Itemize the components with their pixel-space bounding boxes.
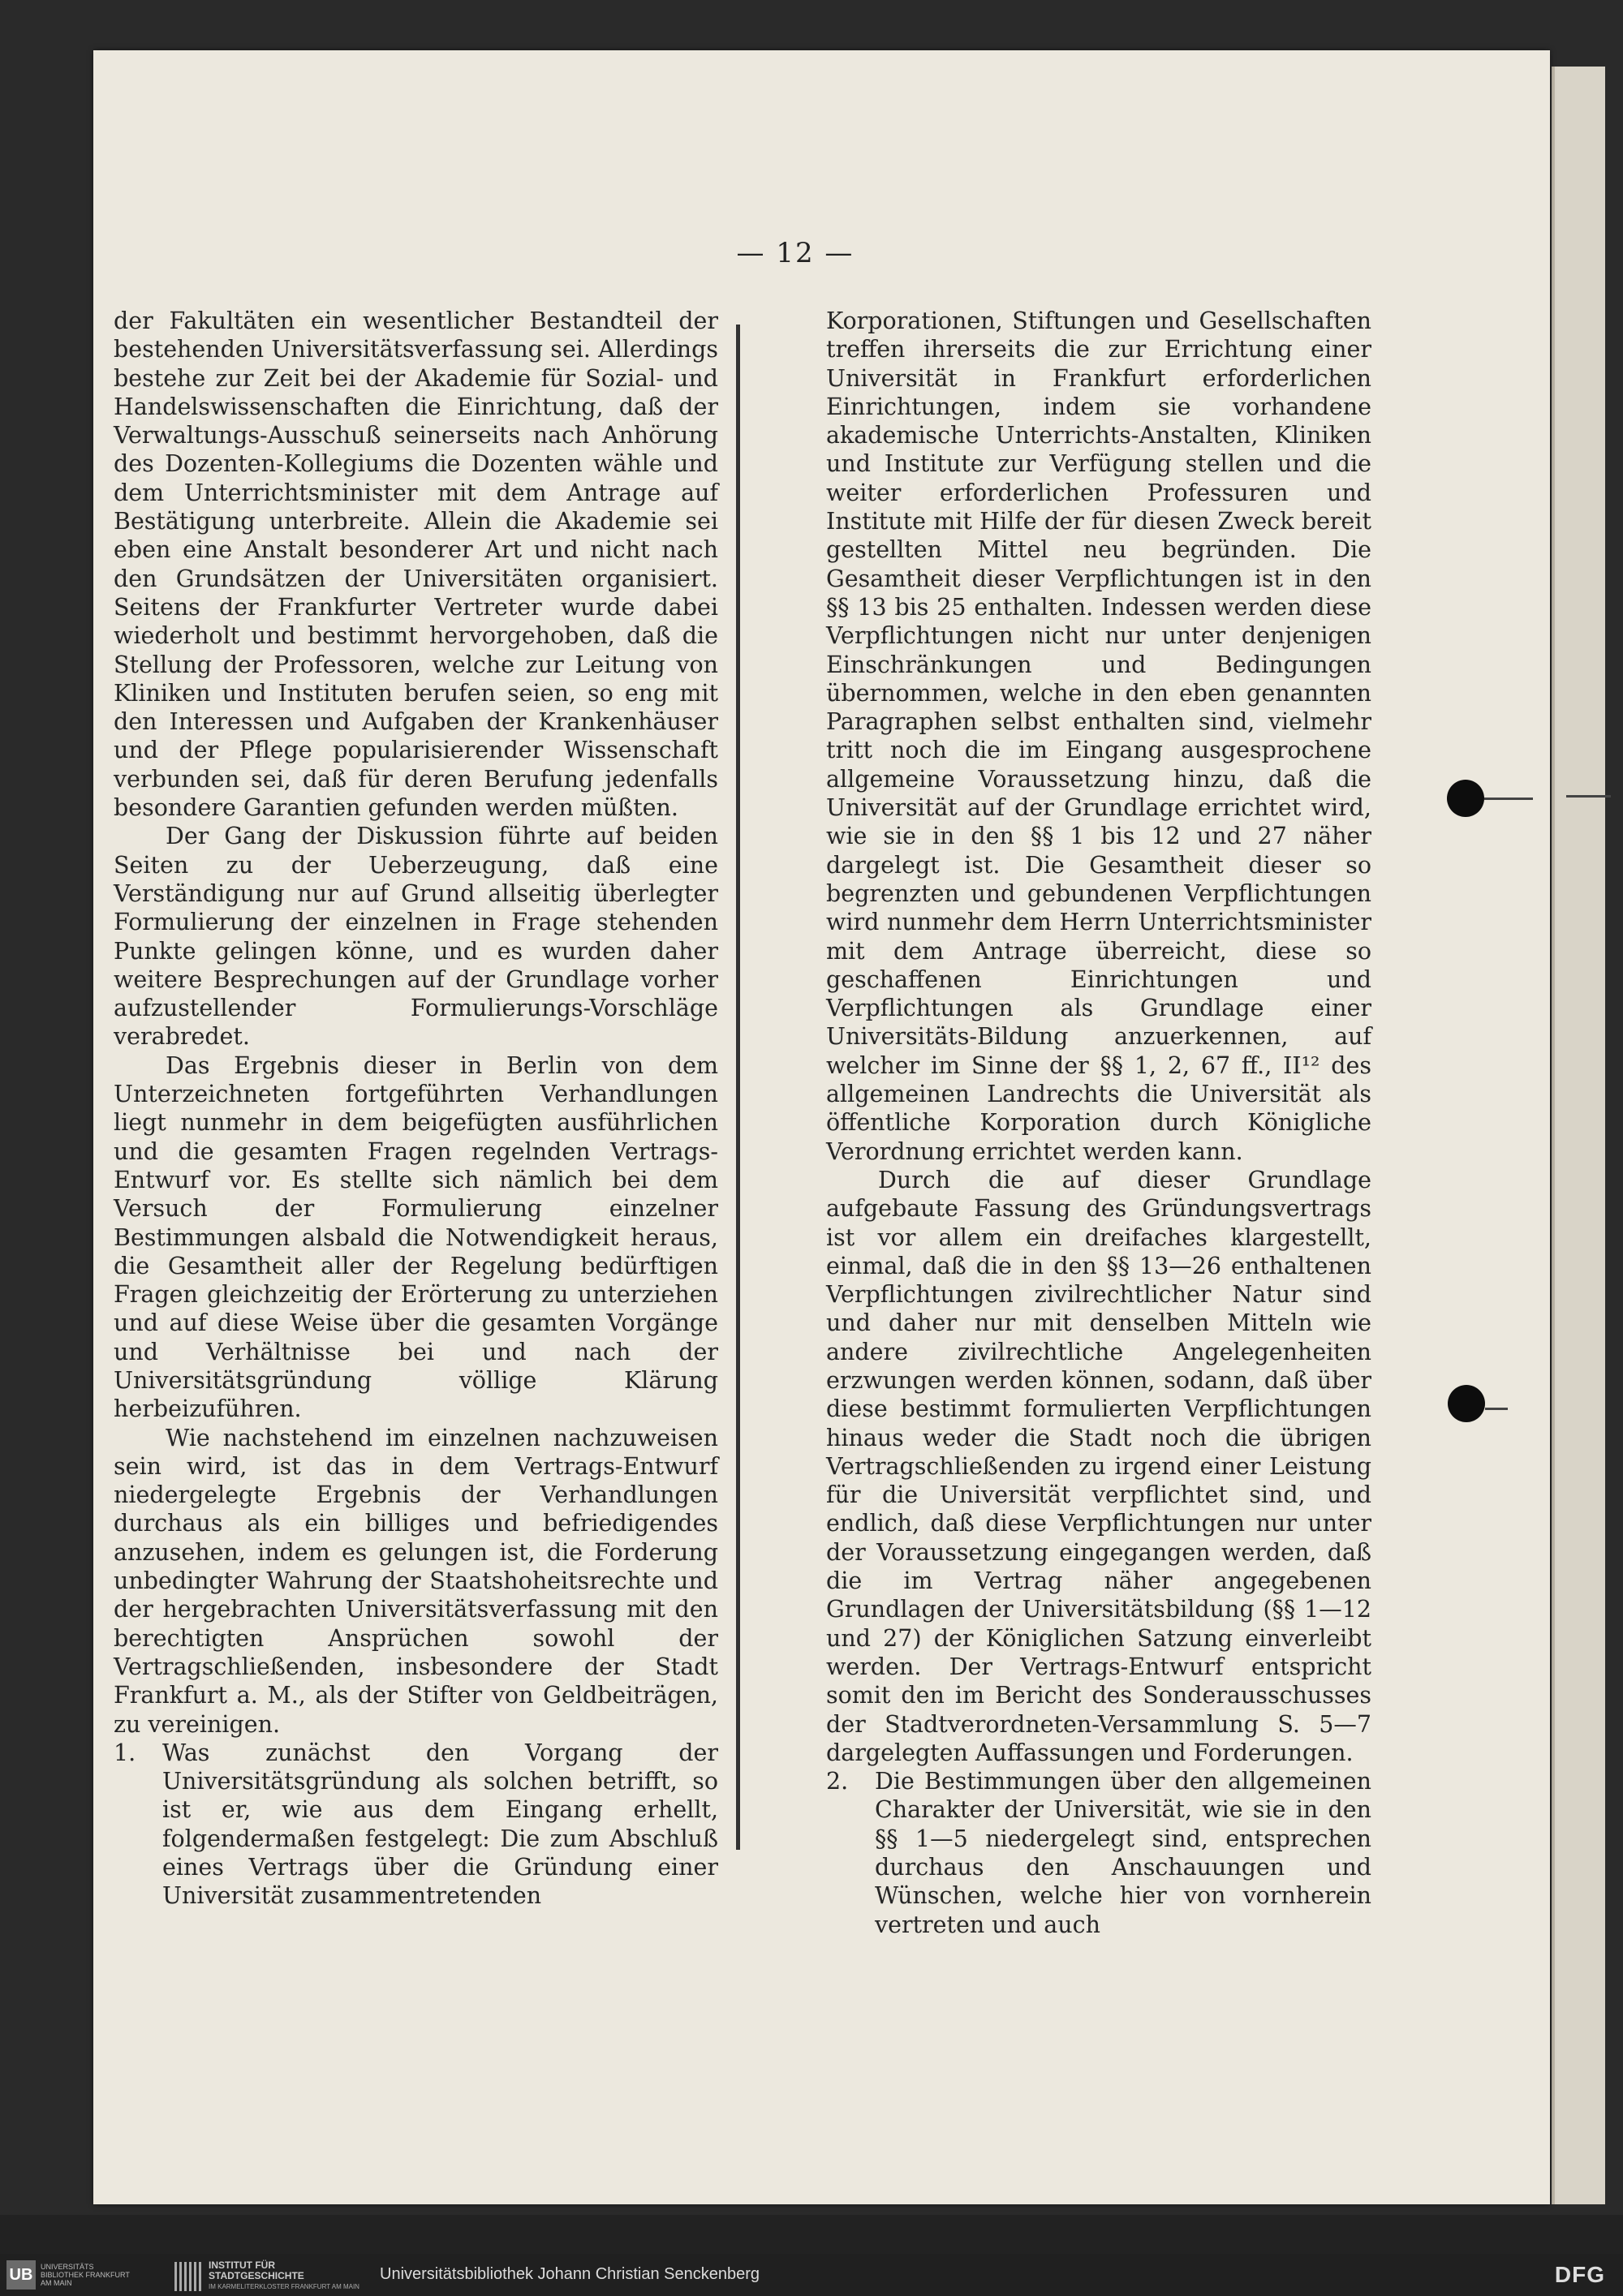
- punch-hole-top: [1447, 780, 1484, 817]
- column-rule: [736, 325, 740, 1850]
- dfg-logo[interactable]: DFG: [1554, 2262, 1605, 2287]
- ub-logo-mark: UB: [6, 2260, 36, 2290]
- institute-logo-mark: [174, 2262, 204, 2291]
- page-number: — 12 —: [736, 237, 855, 269]
- paragraph: Der Gang der Diskussion führte auf beiden Seiten zu der Ueberzeugung, daß eine Verständigung nur auf Grund allseitig überlegter Formulierung der einzelnen in Frage stehenden Punkte gelingen könne, und es wurden daher weitere Besprechungen auf der Grundlage vorher aufzustellender Formulierungs-Vorschläge verabredet.: [114, 823, 718, 1051]
- punch-hole-bottom-line: [1485, 1408, 1508, 1410]
- next-page-edge: [1552, 67, 1605, 2204]
- institute-sub: IM KARMELITERKLOSTER FRANKFURT AM MAIN: [209, 2283, 359, 2290]
- left-text-column: [114, 307, 718, 1911]
- ub-logo-text: UNIVERSITÄTS BIBLIOTHEK FRANKFURT AM MAIN: [41, 2263, 130, 2287]
- punch-hole-top-line: [1484, 798, 1533, 800]
- footer-bar: [0, 2254, 1623, 2296]
- institute-logo[interactable]: [174, 2260, 371, 2292]
- right-text-column: [826, 307, 1371, 1939]
- paragraph: Korporationen, Stiftungen und Gesellschaften treffen ihrerseits die zur Errichtung einer Universität in Frankfurt erforderlichen Einrichtungen, indem sie vorhandene akademische Unterrichts-Anstalten, Kliniken und Institute zur Verfügung stellen und die weiter erforderlichen Professuren und Institute mit Hilfe der für diesen Zweck bereit gestellten Mittel neu begründen. Die Gesamtheit dieser Verpflichtungen ist in den §§ 13 bis 25 enthalten. Indessen werden diese Verpflichtungen nicht nur unter denjenigen Einschränkungen und Bedingungen übernommen, welche in den eben genannten Paragraphen selbst enthalten sind, vielmehr tritt noch die im Eingang ausgesprochene allgemeine Voraussetzung hinzu, daß die Universität auf der Grundlage errichtet wird, wie sie in den §§ 1 bis 12 und 27 näher dargelegt ist. Die Gesamtheit dieser so begrenzten und gebundenen Verpflichtungen wird nunmehr dem Herrn Unterrichtsminister mit dem Antrage überreicht, diese so geschaffenen Einrichtungen und Verpflichtungen als Grundlage einer Universitäts-Bildung anzuerkennen, auf welcher im Sinne der §§ 1, 2, 67 ff., II¹² des allgemeinen Landrechts die Universität als öffentliche Korporation durch Königliche Verordnung errichtet werden kann.: [826, 307, 1371, 1165]
- punch-hole-top-line-right: [1566, 795, 1611, 798]
- paragraph-number: 1.: [114, 1739, 136, 1766]
- paragraph: Wie nachstehend im einzelnen nachzuweisen sein wird, ist das in dem Vertrags-Entwurf niedergelegte Ergebnis der Verhandlungen durchaus als ein billiges und befriedigendes anzusehen, indem es gelungen ist, die Forderung unbedingter Wahrung der Staatshoheitsrechte und der hergebrachten Universitätsverfassung mit den berechtigten Ansprüchen sowohl der Vertragschließenden, insbesondere der Stadt Frankfurt a. M., als der Stifter von Geldbeiträgen, zu vereinigen.: [114, 1424, 718, 1738]
- library-name: Universitätsbibliothek Johann Christian Senckenberg: [380, 2265, 760, 2283]
- numbered-paragraph: [826, 1767, 1371, 1939]
- paragraph: der Fakultäten ein wesentlicher Bestandteil der bestehenden Universitätsverfassung sei. Allerdings bestehe zur Zeit bei der Akademie für Sozial- und Handelswissenschaften die Einrichtung, daß der Verwaltungs-Ausschuß seinerseits nach Anhörung des Dozenten-Kollegiums die Dozenten wähle und dem Unterrichtsminister mit dem Antrage auf Bestätigung unterbreite. Allein die Akademie sei eben eine Anstalt besonderer Art und nicht nach den Grundsätzen der Universitäten organisiert. Seitens der Frankfurter Vertreter wurde dabei wiederholt und bestimmt hervorgehoben, daß die Stellung der Professoren, welche zur Leitung von Kliniken und Instituten berufen seien, so eng mit den Interessen und Aufgaben der Krankenhäuser und der Pflege popularisierender Wissenschaft verbunden sei, daß für deren Berufung jedenfalls besondere Garantien gefunden werden müßten.: [114, 307, 718, 822]
- ub-logo[interactable]: [6, 2260, 130, 2290]
- institute-name: INSTITUT FÜR STADTGESCHICHTE: [209, 2259, 304, 2281]
- paragraph: Durch die auf dieser Grundlage aufgebaute Fassung des Gründungsvertrags ist vor allem ein dreifaches klargestellt, einmal, daß die in den §§ 13—26 enthaltenen Verpflichtungen zivilrechtlicher Natur sind und daher nur mit denselben Mitteln wie andere zivilrechtliche Angelegenheiten erzwungen werden können, sodann, daß über diese bestimmt formulierten Verpflichtungen hinaus weder die Stadt noch die übrigen Vertragschließenden zu irgend einer Leistung für die Universität verpflichtet sind, und endlich, daß diese Verpflichtungen nur unter der Voraussetzung eingegangen werden, daß die im Vertrag näher angegebenen Grundlagen der Universitätsbildung (§§ 1—12 und 27) der Königlichen Satzung einverleibt werden. Der Vertrags-Entwurf entspricht somit den im Bericht des Sonderausschusses der Stadtverordneten-Versammlung S. 5—7 dargelegten Auffassungen und Forderungen.: [826, 1166, 1371, 1766]
- paragraph: Das Ergebnis dieser in Berlin von dem Unterzeichneten fortgeführten Verhandlungen liegt nunmehr in dem beigefügten ausführlichen und die gesamten Fragen regelnden Vertrags-Entwurf vor. Es stellte sich nämlich bei dem Versuch der Formulierung einzelner Bestimmungen alsbald die Notwendigkeit heraus, die Gesamtheit aller der Regelung bedürftigen Fragen gleichzeitig der Erörterung zu unterziehen und auf diese Weise über die gesamten Vorgänge und Verhältnisse bei und nach der Universitätsgründung völlige Klärung herbeizuführen.: [114, 1051, 718, 1423]
- numbered-paragraph: [114, 1739, 718, 1911]
- punch-hole-bottom: [1448, 1385, 1485, 1422]
- paragraph-text: Was zunächst den Vorgang der Universitätsgründung als solchen betrifft, so ist er, wie aus dem Eingang erhellt, folgendermaßen festgelegt: Die zum Abschluß eines Vertrags über die Gründung einer Universität zusammentretenden: [162, 1739, 718, 1910]
- paragraph-number: 2.: [826, 1768, 849, 1795]
- paragraph-text: Die Bestimmungen über den allgemeinen Charakter der Universität, wie sie in den §§ 1—5 niedergelegt sind, entsprechen durchaus den Anschauungen und Wünschen, welche hier von vornherein vertreten und auch: [875, 1768, 1371, 1938]
